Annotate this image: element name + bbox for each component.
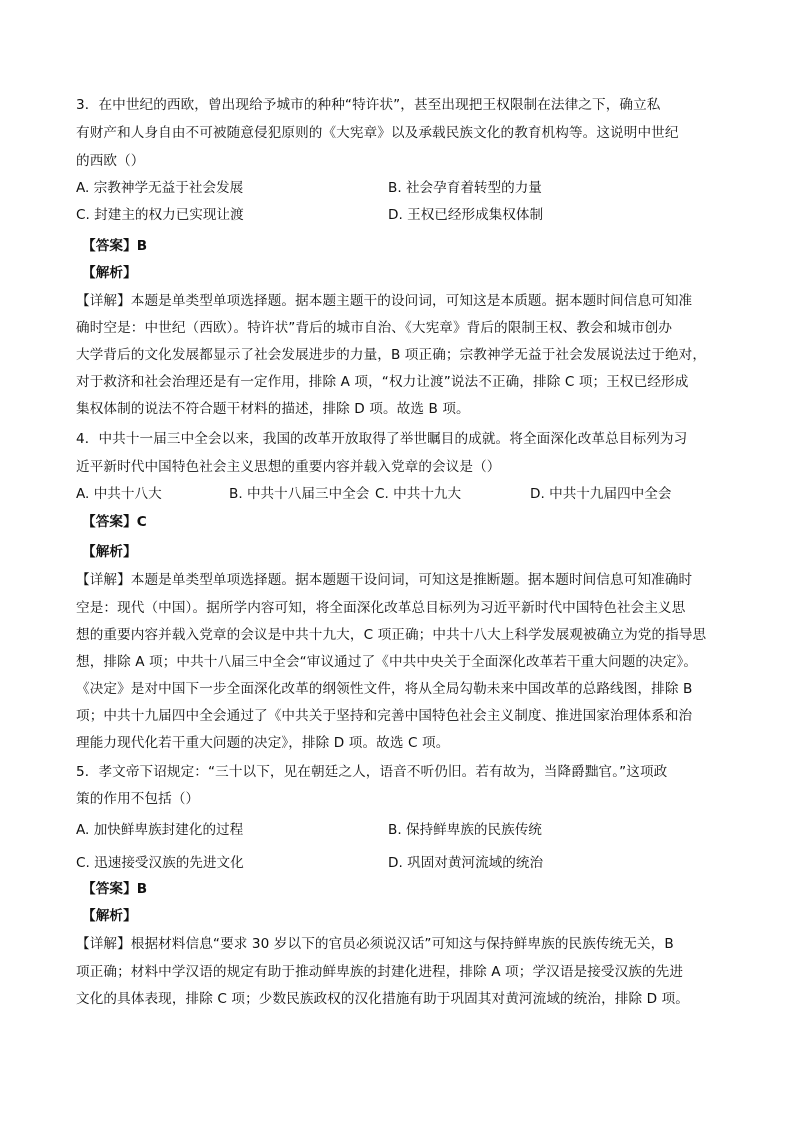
- q3-option-d: D. 王权已经形成集权体制: [388, 207, 544, 223]
- q4-detail-line-2: 空是：现代（中国）。据所学内容可知，将全面深化改革总目标列为习近平新时代中国特色社会主义思: [76, 600, 686, 616]
- q3-option-c: C. 封建主的权力已实现让渡: [76, 207, 244, 223]
- q3-detail-line-4: 对于救济和社会治理还是有一定作用，排除 A 项，“权力让渡”说法不正确，排除 C 项；王权已经形成: [76, 374, 689, 390]
- q4-analysis-label: 【解析】: [82, 544, 137, 560]
- q4-option-b: B. 中共十八届三中全会: [229, 486, 370, 502]
- q3-stem-line-3: 的西欧（）: [76, 153, 145, 169]
- q3-detail-line-2: 确时空是：中世纪（西欧）。特许状”背后的城市自治、《大宪章》背后的限制王权、教会和城市创办: [76, 320, 673, 336]
- q3-detail-line-5: 集权体制的说法不符合题干材料的描述，排除 D 项。故选 B 项。: [76, 401, 470, 417]
- q5-option-b: B. 保持鲜卑族的民族传统: [388, 822, 542, 838]
- q4-stem-line-2: 近平新时代中国特色社会主义思想的重要内容并载入党章的会议是（）: [76, 459, 501, 475]
- q5-option-a: A. 加快鲜卑族封建化的过程: [76, 822, 244, 838]
- q5-stem-line-1: 5．孝文帝下诏规定：“三十以下，见在朝廷之人，语音不听仍旧。若有故为，当降爵黜官。”这项政: [76, 764, 668, 780]
- q5-stem-line-2: 策的作用不包括（）: [76, 791, 200, 807]
- q4-option-c: C. 中共十九大: [375, 486, 462, 502]
- q5-detail-line-2: 项正确；材料中学汉语的规定有助于推动鲜卑族的封建化进程，排除 A 项；学汉语是接受汉族的先进: [76, 964, 684, 980]
- q3-detail-line-3: 大学背后的文化发展都显示了社会发展进步的力量，B 项正确；宗教神学无益于社会发展说法过于绝对，: [76, 347, 707, 363]
- q4-detail-line-7: 理能力现代化若干重大问题的决定》，排除 D 项。故选 C 项。: [76, 735, 450, 751]
- q4-detail-line-6: 项；中共十九届四中全会通过了《中共关于坚持和完善中国特色社会主义制度、推进国家治理体系和治: [76, 708, 693, 724]
- q3-option-a: A. 宗教神学无益于社会发展: [76, 180, 244, 196]
- q5-detail-line-3: 文化的具体表现，排除 C 项；少数民族政权的汉化措施有助于巩固其对黄河流域的统治，排除 D 项。: [76, 991, 689, 1007]
- q3-stem-line-2: 有财产和人身自由不可被随意侵犯原则的《大宪章》以及承载民族文化的教育机构等。这说明中世纪: [76, 125, 679, 141]
- q5-option-d: D. 巩固对黄河流域的统治: [388, 855, 544, 871]
- q4-detail-line-1: 【详解】本题是单类型单项选择题。据本题题干设问词，可知这是推断题。据本题时间信息可知准确时: [76, 572, 693, 588]
- q5-detail-line-1: 【详解】根据材料信息“要求 30 岁以下的官员必须说汉话”可知这与保持鲜卑族的民族传统无关，B: [76, 936, 674, 952]
- q3-option-b: B. 社会孕育着转型的力量: [388, 180, 542, 196]
- q4-detail-line-3: 想的重要内容并载入党章的会议是中共十九大，C 项正确；中共十八大上科学发展观被确立为党的指导思: [76, 627, 707, 643]
- q5-option-c: C. 迅速接受汉族的先进文化: [76, 855, 244, 871]
- q5-answer: 【答案】B: [82, 881, 148, 897]
- q4-answer: 【答案】C: [82, 514, 147, 530]
- q4-option-a: A. 中共十八大: [76, 486, 162, 502]
- q4-detail-line-5: 《决定》是对中国下一步全面深化改革的纲领性文件，将从全局勾勒未来中国改革的总路线图，排除 B: [76, 681, 693, 697]
- q4-stem-line-1: 4．中共十一届三中全会以来，我国的改革开放取得了举世瞩目的成就。将全面深化改革总目标列为习: [76, 431, 688, 447]
- q4-detail-line-4: 想，排除 A 项；中共十八届三中全会“审议通过了《中共中央关于全面深化改革若干重大问题的决定》。: [76, 654, 698, 670]
- q3-stem-line-1: 3．在中世纪的西欧，曾出现给予城市的种种“特许状”，甚至出现把王权限制在法律之下，确立私: [76, 97, 661, 113]
- q3-detail-line-1: 【详解】本题是单类型单项选择题。据本题主题干的设问词，可知这是本质题。据本题时间信息可知准: [76, 293, 693, 309]
- q3-analysis-label: 【解析】: [82, 265, 137, 281]
- q3-answer: 【答案】B: [82, 238, 148, 254]
- q5-analysis-label: 【解析】: [82, 908, 137, 924]
- q4-option-d: D. 中共十九届四中全会: [530, 486, 672, 502]
